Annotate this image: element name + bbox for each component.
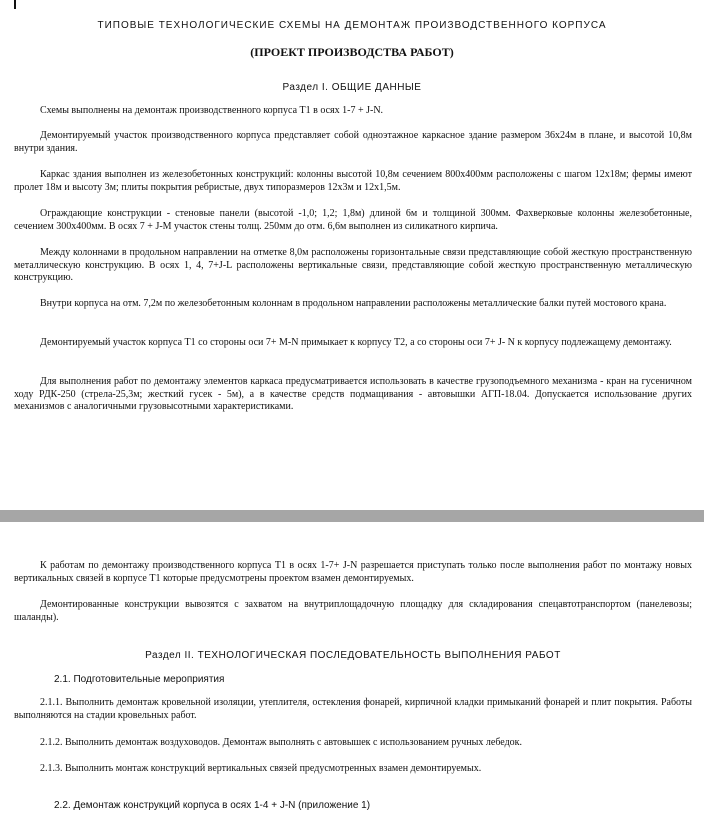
list-item: 2.1.1. Выполнить демонтаж кровельной изоляции, утеплителя, остекления фонарей, кирпичной кладки примыканий фонарей и плит покрытия. Работы выполняются на стадии кровельных работ. xyxy=(14,697,692,721)
page-separator xyxy=(0,510,704,522)
section-1-heading: Раздел I. ОБЩИЕ ДАННЫЕ xyxy=(282,82,422,93)
section-2-heading: Раздел II. ТЕХНОЛОГИЧЕСКАЯ ПОСЛЕДОВАТЕЛЬНОСТЬ ВЫПОЛНЕНИЯ РАБОТ xyxy=(145,650,561,661)
document-subtitle: (ПРОЕКТ ПРОИЗВОДСТВА РАБОТ) xyxy=(250,45,454,59)
document-page-2 xyxy=(0,522,704,820)
paragraph: Демонтируемый участок производственного корпуса представляет собой одноэтажное каркасное здание размером 36х24м в плане, и высотой 10,8м внутри здания. xyxy=(14,130,692,154)
subsection-2-1-heading: 2.1. Подготовительные мероприятия xyxy=(54,674,225,685)
list-item: 2.1.2. Выполнить демонтаж воздуховодов. Демонтаж выполнять с автовышек с использованием ручных лебедок. xyxy=(40,737,523,748)
list-item: 2.1.3. Выполнить монтаж конструкций вертикальных связей предусмотренных взамен демонтируемых. xyxy=(40,763,482,774)
paragraph: Для выполнения работ по демонтажу элементов каркаса предусматривается использовать в качестве грузоподъемного механизма - кран на гусеничном ходу РДК-250 (стрела-25,3м; жесткий гусек - 5м), а в качестве средств подмащивания - автовышки АГП-18.04. Допускается использование других механизмов с аналогичными грузовысотными характеристиками. xyxy=(14,376,692,412)
paragraph: Демонтируемый участок корпуса Т1 со стороны оси 7+ M-N примыкает к корпусу Т2, а со стороны оси 7+ J- N к корпусу подлежащему демонтажу. xyxy=(40,337,672,348)
paragraph: К работам по демонтажу производственного корпуса Т1 в осях 1-7+ J-N разрешается приступать только после выполнения работ по монтажу новых вертикальных связей в корпусе Т1 которые предусмотрены проектом взамен демонтируемых. xyxy=(14,560,692,584)
document-title: ТИПОВЫЕ ТЕХНОЛОГИЧЕСКИЕ СХЕМЫ НА ДЕМОНТАЖ ПРОИЗВОДСТВЕННОГО КОРПУСА xyxy=(97,20,607,31)
paragraph: Схемы выполнены на демонтаж производственного корпуса Т1 в осях 1-7 + J-N. xyxy=(40,105,384,116)
paragraph: Внутри корпуса на отм. 7,2м по железобетонным колоннам в продольном направлении расположены металлические балки путей мостового крана. xyxy=(40,298,667,309)
paragraph: Ограждающие конструкции - стеновые панели (высотой -1,0; 1,2; 1,8м) длиной 6м и толщиной 300мм. Фахверковые колонны железобетонные, сечением 300х400мм. В осях 7 + J-M участок стены толщ. 250мм до отм. 6,6м выполнен из силикатного кирпича. xyxy=(14,208,692,232)
text-cursor xyxy=(14,0,16,9)
subsection-2-2-heading: 2.2. Демонтаж конструкций корпуса в осях 1-4 + J-N (приложение 1) xyxy=(54,800,371,811)
paragraph: Между колоннами в продольном направлении на отметке 8,0м расположены горизонтальные связи представляющие собой жесткую пространственную металлическую конструкцию. В осях 1, 4, 7+J-L расположены вертикальные связи, представляющие собой жесткую пространственную металлическую конструкцию. xyxy=(14,247,692,283)
paragraph: Демонтированные конструкции вывозятся с захватом на внутриплощадочную площадку для складирования спецавтотранспортом (панелевозы; шаланды). xyxy=(14,599,692,623)
paragraph: Каркас здания выполнен из железобетонных конструкций: колонны высотой 10,8м сечением 800х400мм расположены с шагом 12х18м; фермы имеют пролет 18м и высоту 3м; плиты покрытия ребристые, двух типоразмеров 12х3м и 12х1,5м. xyxy=(14,169,692,193)
